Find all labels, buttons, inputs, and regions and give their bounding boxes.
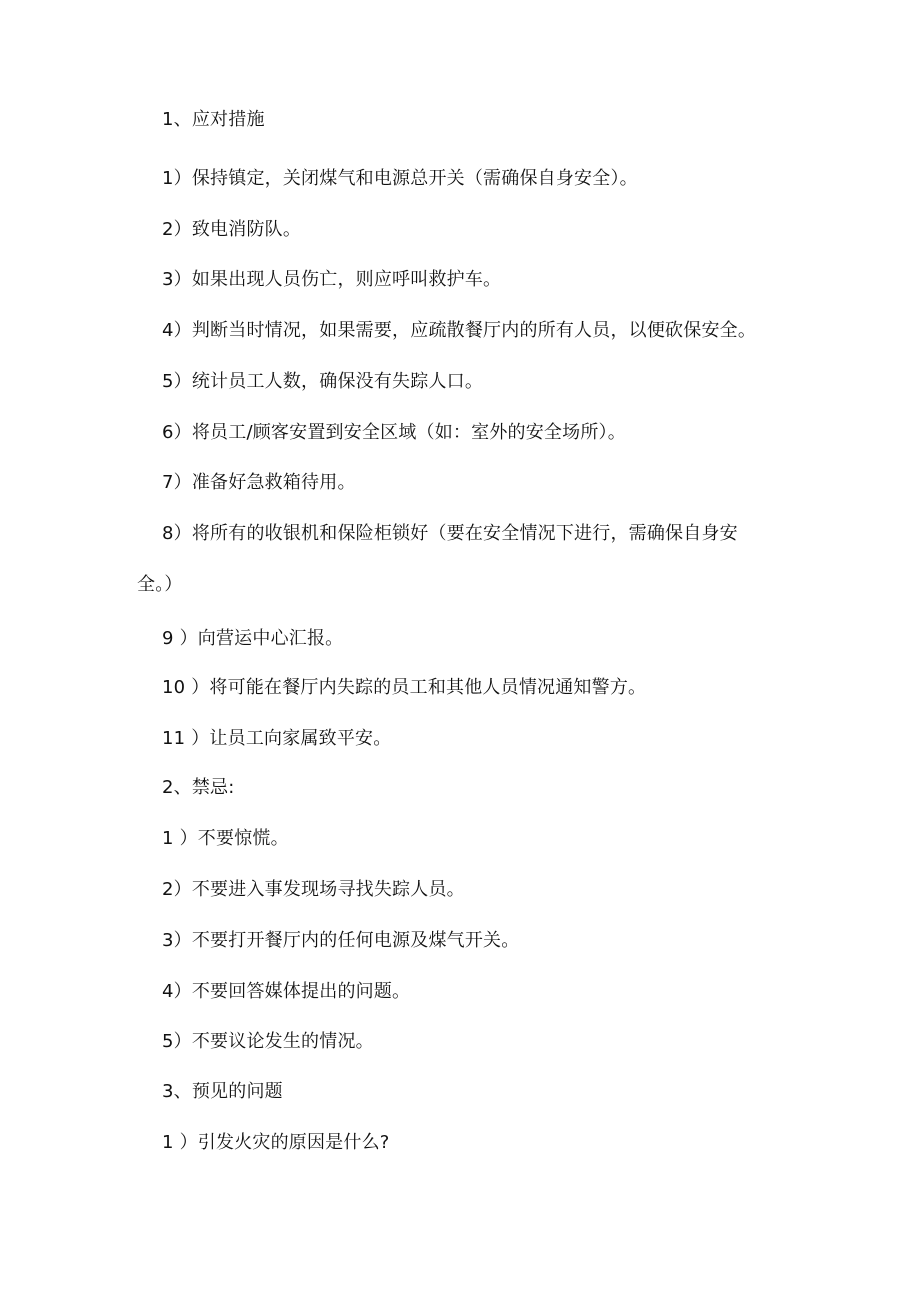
response-item-9: 9 ）向营运中心汇报。 xyxy=(162,628,344,649)
prohibition-item-4: 4）不要回答媒体提出的问题。 xyxy=(162,981,411,1002)
expected-question-1: 1 ）引发火灾的原因是什么? xyxy=(162,1132,390,1153)
response-item-11: 11 ）让员工向家属致平安。 xyxy=(162,728,392,749)
response-item-3: 3）如果出现人员伤亡，则应呼叫救护车。 xyxy=(162,269,502,290)
prohibition-item-5: 5）不要议论发生的情况。 xyxy=(162,1031,374,1052)
response-item-1: 1）保持镇定，关闭煤气和电源总开关（需确保自身安全）。 xyxy=(162,168,638,189)
response-item-8: 8）将所有的收银机和保险柜锁好（要在安全情况下进行，需确保自身安 xyxy=(162,523,738,544)
response-item-8-continued: 全。） xyxy=(137,574,183,595)
prohibition-item-3: 3）不要打开餐厅内的任何电源及煤气开关。 xyxy=(162,930,520,951)
response-item-2: 2）致电消防队。 xyxy=(162,219,302,240)
response-item-5: 5）统计员工人数，确保没有失踪人口。 xyxy=(162,371,484,392)
prohibition-item-1: 1 ）不要惊慌。 xyxy=(162,828,289,849)
response-item-4: 4）判断当时情况，如果需要，应疏散餐厅内的所有人员，以便砍保安全。 xyxy=(162,320,757,341)
prohibition-item-2: 2）不要进入事发现场寻找失踪人员。 xyxy=(162,879,465,900)
section-heading-expected-questions: 3、预见的问题 xyxy=(162,1081,283,1102)
section-heading-prohibitions: 2、禁忌: xyxy=(162,777,235,798)
response-item-7: 7）准备好急救箱待用。 xyxy=(162,472,356,493)
response-item-10: 10 ）将可能在餐厅内失踪的员工和其他人员情况通知警方。 xyxy=(162,677,647,698)
section-heading-response: 1、应对措施 xyxy=(162,109,265,130)
response-item-6: 6）将员工/顾客安置到安全区域（如：室外的安全场所）。 xyxy=(162,422,626,443)
